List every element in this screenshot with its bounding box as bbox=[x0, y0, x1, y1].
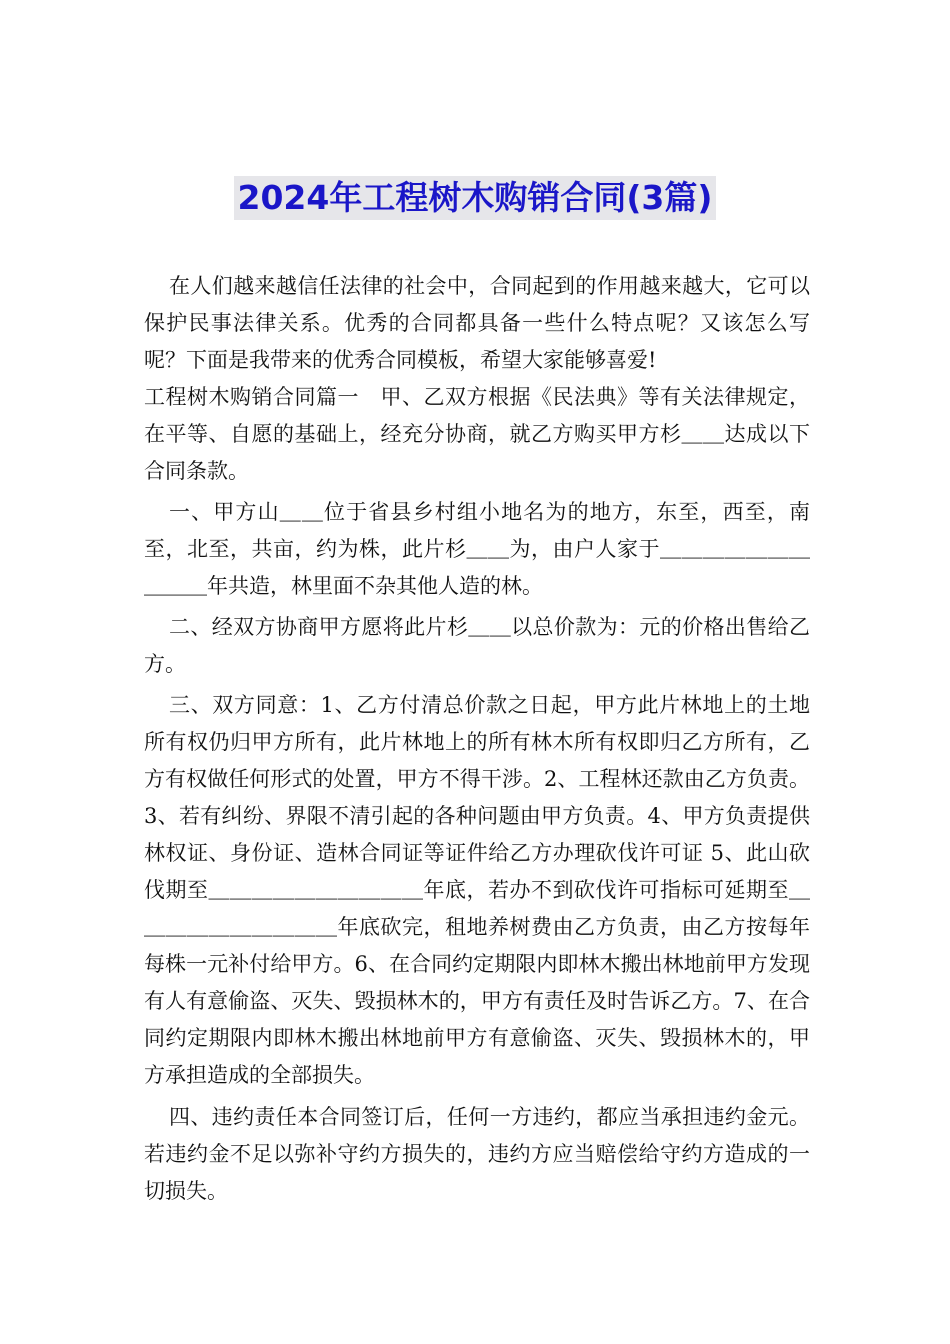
clause-four-paragraph: 四、违约责任本合同签订后，任何一方违约，都应当承担违约金元。若违约金不足以弥补守约方损失的，违约方应当赔偿给守约方造成的一切损失。 bbox=[144, 1105, 810, 1203]
intro-paragraph: 在人们越来越信任法律的社会中，合同起到的作用越来越大，它可以保护民事法律关系。优秀的合同都具备一些什么特点呢？又该怎么写呢？下面是我带来的优秀合同模板，希望大家能够喜爱! bbox=[144, 274, 810, 372]
title-container bbox=[0, 176, 950, 220]
document-title: 2024年工程树木购销合同(3篇) bbox=[234, 176, 717, 220]
clause-three-paragraph: 三、双方同意：1、乙方付清总价款之日起，甲方此片林地上的土地所有权仍归甲方所有，此片林地上的所有林木所有权即归乙方所有，乙方有权做任何形式的处置，甲方不得干涉。2、工程林还款由乙方负责。3、若有纠纷、界限不清引起的各种问题由甲方负责。4、甲方负责提供林权证、身份证、造林合同证等证件给乙方办理砍伐许可证 5、此山砍伐期至＿＿＿＿＿＿＿＿＿＿年底，若办不到砍伐许可指标可延期至＿＿＿＿＿＿＿＿＿＿年底砍完，租地养树费由乙方负责，由乙方按每年每株一元补付给甲方。6、在合同约定期限内即林木搬出林地前甲方发现有人有意偷盗、灭失、毁损林木的，甲方有责任及时告诉乙方。7、在合同约定期限内即林木搬出林地前甲方有意偷盗、灭失、毁损林木的，甲方承担造成的全部损失。 bbox=[144, 693, 810, 1087]
contract-opening-paragraph: 工程树木购销合同篇一 甲、乙双方根据《民法典》等有关法律规定，在平等、自愿的基础上，经充分协商，就乙方购买甲方杉＿＿达成以下合同条款。 bbox=[144, 385, 810, 483]
document-body bbox=[144, 268, 810, 1210]
clause-two-paragraph: 二、经双方协商甲方愿将此片杉＿＿以总价款为：元的价格出售给乙方。 bbox=[144, 615, 810, 676]
clause-one-paragraph: 一、甲方山＿＿位于省县乡村组小地名为的地方，东至，西至，南至，北至，共亩，约为株，此片杉＿＿为，由户人家于＿＿＿＿＿＿＿＿＿＿年共造，林里面不杂其他人造的林。 bbox=[144, 500, 810, 598]
